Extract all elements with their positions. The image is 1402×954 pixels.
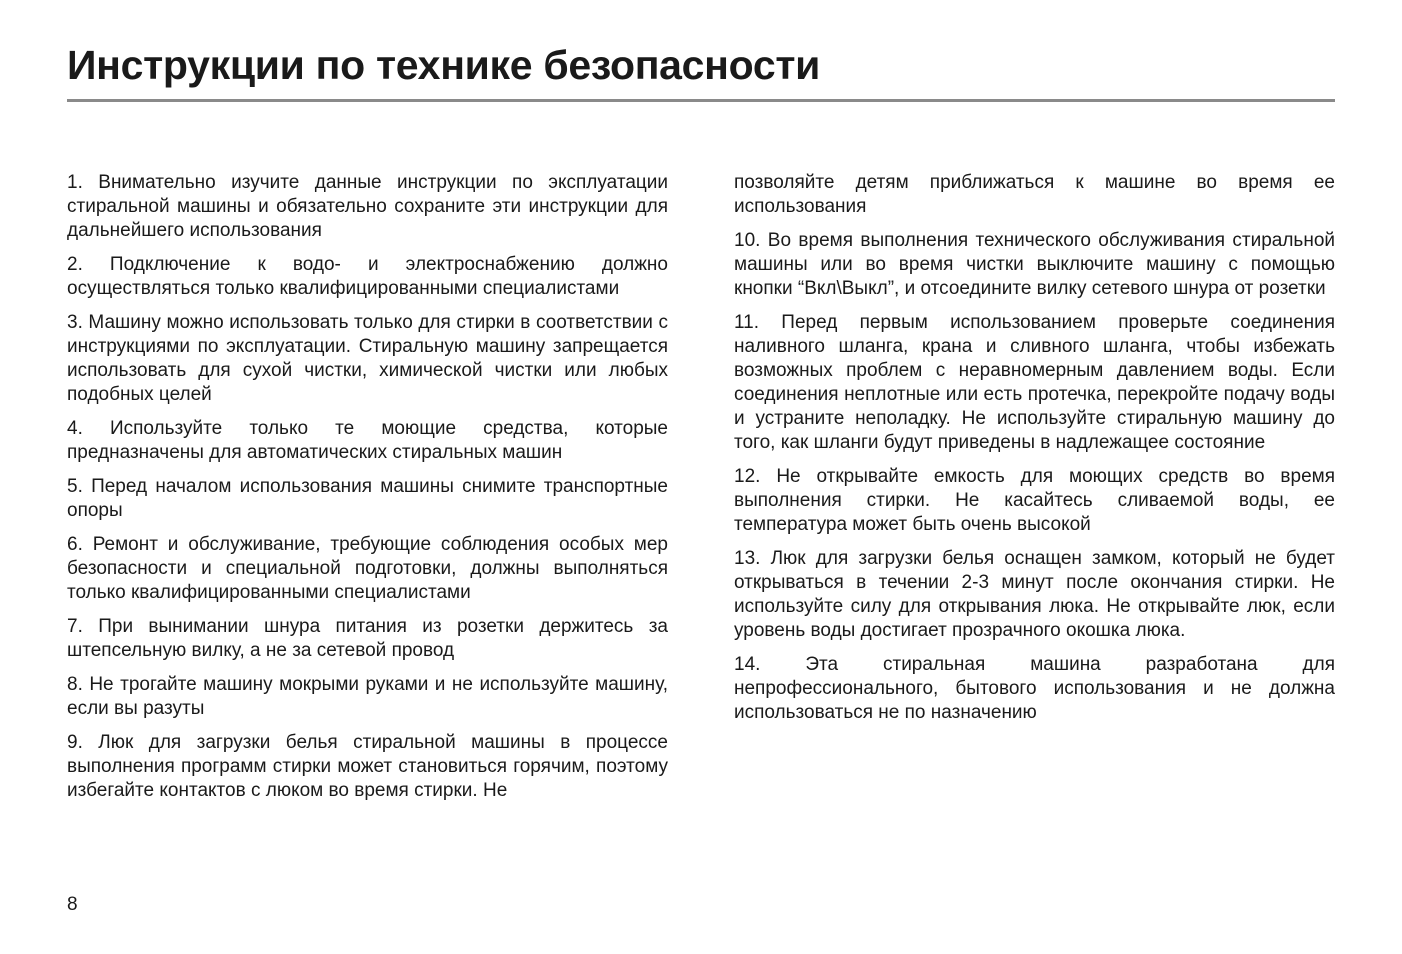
instruction-item-9-start: 9. Люк для загрузки белья стиральной машины в процессе выполнения программ стирки может становиться горячим, поэтому избегайте контактов с люком во время стирки. Не	[67, 732, 668, 801]
title-divider	[67, 99, 1335, 102]
instruction-item-7: 7. При вынимании шнура питания из розетки держитесь за штепсельную вилку, а не за сетевой провод	[67, 616, 668, 661]
page-title: Инструкции по технике безопасности	[67, 42, 821, 88]
instruction-item-4: 4. Используйте только те моющие средства, которые предназначены для автоматических стиральных машин	[67, 418, 668, 463]
instruction-item-10: 10. Во время выполнения технического обслуживания стиральной машины или во время чистки выключите машину с помощью кнопки “Вкл\Выкл”, и отсоедините вилку сетевого шнура от розетки	[734, 230, 1335, 299]
left-column	[67, 171, 668, 813]
instruction-item-2: 2. Подключение к водо- и электроснабжению должно осуществляться только квалифицированными специалистами	[67, 254, 668, 299]
instruction-item-1: 1. Внимательно изучите данные инструкции по эксплуатации стиральной машины и обязательно сохраните эти инструкции для дальнейшего использования	[67, 172, 668, 241]
instruction-item-12: 12. Не открывайте емкость для моющих средств во время выполнения стирки. Не касайтесь сливаемой воды, ее температура может быть очень высокой	[734, 466, 1335, 535]
instruction-item-5: 5. Перед началом использования машины снимите транспортные опоры	[67, 476, 668, 521]
instruction-item-9-continued: позволяйте детям приближаться к машине во время ее использования	[734, 172, 1335, 217]
instruction-item-11: 11. Перед первым использованием проверьте соединения наливного шланга, крана и сливного шланга, чтобы избежать возможных проблем с неравномерным давлением воды. Если соединения неплотные или есть протечка, перекройте подачу воды и устраните неполадку. Не используйте стиральную машину до того, как шланги будут приведены в надлежащее состояние	[734, 312, 1335, 453]
instruction-item-13: 13. Люк для загрузки белья оснащен замком, который не будет открываться в течении 2-3 минут после окончания стирки. Не используйте силу для открывания люка. Не открывайте люк, если уровень воды достигает прозрачного окошка люка.	[734, 548, 1335, 641]
instruction-item-3: 3. Машину можно использовать только для стирки в соответствии с инструкциями по эксплуатации. Стиральную машину запрещается использовать для сухой чистки, химической чистки или любых подобных целей	[67, 312, 668, 405]
instruction-item-8: 8. Не трогайте машину мокрыми руками и не используйте машину, если вы разуты	[67, 674, 668, 719]
page-number: 8	[67, 894, 78, 915]
right-column	[734, 171, 1335, 735]
instruction-item-6: 6. Ремонт и обслуживание, требующие соблюдения особых мер безопасности и специальной подготовки, должны выполняться только квалифицированными специалистами	[67, 534, 668, 603]
instruction-item-14: 14. Эта стиральная машина разработана для непрофессионального, бытового использования и не должна использоваться не по назначению	[734, 654, 1335, 723]
